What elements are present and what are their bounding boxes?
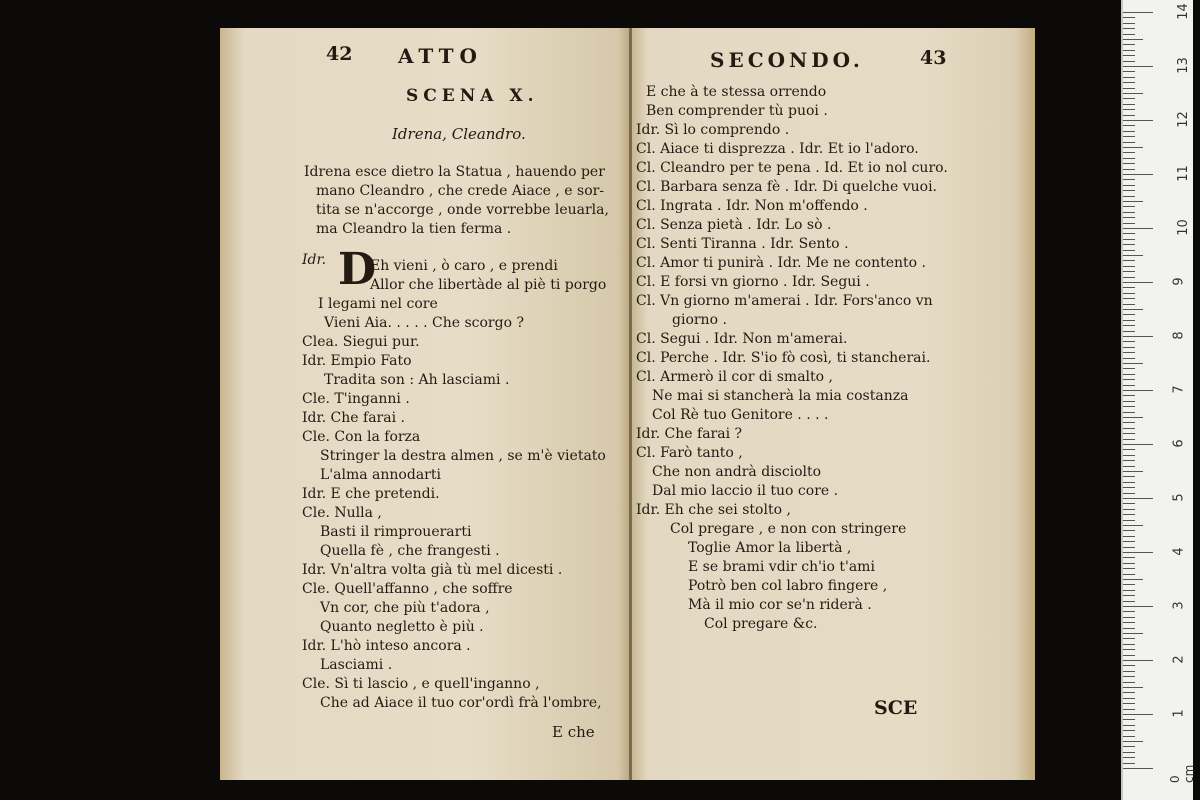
ruler-tick (1123, 239, 1135, 240)
ruler-tick (1123, 228, 1153, 229)
ruler-tick (1123, 665, 1135, 666)
ruler-tick (1123, 417, 1143, 418)
verse-line: Cl. Aiace ti disprezza . Idr. Et io l'adoro. (636, 141, 919, 157)
stage-direction-line: Idrena esce dietro la Statua , hauendo per (304, 164, 605, 180)
verse-line: Che ad Aiace il tuo cor'ordì frà l'ombre, (320, 695, 602, 711)
ruler-tick (1123, 158, 1135, 159)
ruler-tick (1123, 88, 1135, 89)
ruler-tick (1123, 757, 1135, 758)
verse-line: Cle. Con la forza (302, 429, 421, 445)
page-number: 43 (920, 47, 947, 69)
verse-line: Che non andrà disciolto (652, 464, 822, 480)
verse-line: Quanto negletto è più . (320, 619, 484, 635)
ruler-tick (1123, 460, 1135, 461)
ruler-tick (1123, 390, 1153, 391)
ruler-tick (1123, 260, 1135, 261)
ruler-number: 13 (1175, 57, 1191, 74)
ruler-tick (1123, 358, 1135, 359)
ruler-tick (1123, 692, 1135, 693)
ruler-tick (1123, 61, 1135, 62)
ruler-tick (1123, 233, 1135, 234)
verse-line: Quella fè , che frangesti . (320, 543, 500, 559)
ruler-tick (1123, 730, 1135, 731)
ruler-tick (1123, 617, 1135, 618)
ruler-tick (1123, 563, 1135, 564)
ruler-tick (1123, 363, 1143, 364)
ruler-number: 12 (1175, 111, 1191, 128)
running-head: ATTO (398, 44, 483, 68)
ruler-tick (1123, 12, 1153, 13)
ruler-tick (1123, 768, 1153, 769)
ruler-tick (1123, 660, 1153, 661)
verse-line: Idr. Eh che sei stolto , (636, 502, 791, 518)
ruler-tick (1123, 190, 1135, 191)
verse-line: Ne mai si stancherà la mia costanza (652, 388, 909, 404)
ruler-tick (1123, 374, 1135, 375)
ruler-tick (1123, 476, 1135, 477)
stage-direction-line: ma Cleandro la tien ferma . (316, 221, 512, 237)
ruler-tick (1123, 196, 1135, 197)
verse-line: Col pregare &c. (704, 616, 818, 632)
verse-line: Col Rè tuo Genitore . . . . (652, 407, 829, 423)
ruler-tick (1123, 547, 1135, 548)
verse-line: Toglie Amor la libertà , (688, 540, 852, 556)
ruler-tick (1123, 482, 1135, 483)
ruler-tick (1123, 719, 1135, 720)
ruler-tick (1123, 255, 1143, 256)
ruler-tick (1123, 174, 1153, 175)
ruler-tick (1123, 412, 1135, 413)
ruler-tick (1123, 120, 1153, 121)
ruler-tick (1123, 314, 1135, 315)
open-book (220, 28, 1035, 780)
ruler-tick (1123, 746, 1135, 747)
ruler-tick (1123, 601, 1135, 602)
ruler-number: 6 (1171, 439, 1187, 448)
ruler-tick (1123, 368, 1135, 369)
ruler-tick (1123, 557, 1135, 558)
ruler-tick (1123, 66, 1153, 67)
ruler-tick (1123, 82, 1135, 83)
ruler-tick (1123, 109, 1135, 110)
ruler-tick (1123, 50, 1135, 51)
ruler-tick (1123, 347, 1135, 348)
ruler-number: 2 (1171, 655, 1187, 664)
ruler-tick (1123, 714, 1153, 715)
ruler-tick (1123, 104, 1135, 105)
ruler-tick (1123, 223, 1135, 224)
ruler-tick (1123, 17, 1135, 18)
ruler-tick (1123, 682, 1135, 683)
ruler-tick (1123, 687, 1143, 688)
ruler-number: 14 (1175, 3, 1191, 20)
verse-line: Cle. Quell'affanno , che soffre (302, 581, 513, 597)
verse-line: Cle. Sì ti lascio , e quell'inganno , (302, 676, 540, 692)
left-page (220, 28, 630, 780)
verse-line: Idr. Empio Fato (302, 353, 412, 369)
ruler-tick (1123, 352, 1135, 353)
ruler-tick (1123, 125, 1135, 126)
verse-line: Idr. Sì lo comprendo . (636, 122, 790, 138)
ruler-tick (1123, 320, 1135, 321)
ruler-tick (1123, 282, 1153, 283)
verse-line: L'alma annodarti (320, 467, 441, 483)
ruler-tick (1123, 455, 1135, 456)
ruler-tick (1123, 498, 1153, 499)
ruler-tick (1123, 444, 1153, 445)
ruler-tick (1123, 212, 1135, 213)
verse-line: giorno . (672, 312, 727, 328)
opening-line: Eh vieni , ò caro , e prendi (370, 258, 558, 274)
ruler-number: 1 (1171, 709, 1187, 718)
ruler-tick (1123, 277, 1135, 278)
ruler-tick (1123, 244, 1135, 245)
ruler-tick (1123, 309, 1143, 310)
verse-line: I legami nel core (318, 296, 438, 312)
ruler-tick (1123, 23, 1135, 24)
ruler-tick (1123, 503, 1135, 504)
right-page (632, 28, 1035, 780)
verse-line: Cl. Segui . Idr. Non m'amerai. (636, 331, 848, 347)
ruler-tick (1123, 552, 1153, 553)
ruler-tick (1123, 752, 1135, 753)
ruler-tick (1123, 595, 1135, 596)
ruler-tick (1123, 439, 1135, 440)
ruler-tick (1123, 341, 1135, 342)
verse-line: E che à te stessa orrendo (646, 84, 827, 100)
ruler-tick (1123, 514, 1135, 515)
ruler-tick (1123, 71, 1135, 72)
running-head: SECONDO. (710, 48, 864, 72)
ruler-tick (1123, 93, 1143, 94)
verse-line: Idr. E che pretendi. (302, 486, 440, 502)
ruler-tick (1123, 579, 1143, 580)
ruler-tick (1123, 525, 1143, 526)
verse-line: Tradita son : Ah lasciami . (324, 372, 510, 388)
ruler-tick (1123, 304, 1135, 305)
verse-line: Vn cor, che più t'adora , (320, 600, 490, 616)
verse-line: Potrò ben col labro fingere , (688, 578, 888, 594)
verse-line: Cl. Cleandro per te pena . Id. Et io nol curo. (636, 160, 948, 176)
ruler-tick (1123, 185, 1135, 186)
ruler-tick (1123, 325, 1135, 326)
ruler-tick (1123, 206, 1135, 207)
speaker-label: Idr. (302, 252, 327, 268)
ruler-tick (1123, 584, 1135, 585)
verse-line: Cl. Farò tanto , (636, 445, 743, 461)
ruler-tick (1123, 147, 1143, 148)
verse-line: Stringer la destra almen , se m'è vietato (320, 448, 606, 464)
ruler-tick (1123, 131, 1135, 132)
ruler-tick (1123, 163, 1135, 164)
verse-line: Idr. L'hò inteso ancora . (302, 638, 471, 654)
verse-line: Cl. Armerò il cor di smalto , (636, 369, 833, 385)
ruler-tick (1123, 34, 1135, 35)
verse-line: Basti il rimprouerarti (320, 524, 472, 540)
ruler-tick (1123, 98, 1135, 99)
catchword: SCE (874, 697, 918, 719)
verse-line: Clea. Siegui pur. (302, 334, 420, 350)
ruler-tick (1123, 379, 1135, 380)
ruler-tick (1123, 655, 1135, 656)
verse-line: Mà il mio cor se'n riderà . (688, 597, 872, 613)
ruler-tick (1123, 725, 1135, 726)
ruler-tick (1123, 541, 1135, 542)
verse-line: Cl. Senti Tiranna . Idr. Sento . (636, 236, 849, 252)
ruler-tick (1123, 466, 1135, 467)
ruler-tick (1123, 568, 1135, 569)
ruler-tick (1123, 493, 1135, 494)
verse-line: Cl. Vn giorno m'amerai . Idr. Fors'anco vn (636, 293, 933, 309)
verse-line: Cl. E forsi vn giorno . Idr. Segui . (636, 274, 870, 290)
verse-line: Idr. Che farai . (302, 410, 405, 426)
drop-cap: D (338, 244, 377, 295)
ruler-tick (1123, 385, 1135, 386)
ruler-tick (1123, 763, 1135, 764)
ruler-tick (1123, 293, 1135, 294)
opening-line: Allor che libertàde al piè ti porgo (370, 277, 607, 293)
characters: Idrena, Cleandro. (392, 125, 526, 143)
ruler-tick (1123, 77, 1135, 78)
scale-ruler (1121, 0, 1196, 800)
ruler-number: 7 (1171, 385, 1187, 394)
ruler-number: 3 (1171, 601, 1187, 610)
ruler-tick (1123, 644, 1135, 645)
verse-line: Dal mio laccio il tuo core . (652, 483, 839, 499)
ruler-tick (1123, 536, 1135, 537)
ruler-tick (1123, 741, 1143, 742)
verse-line: Col pregare , e non con stringere (670, 521, 907, 537)
ruler-tick (1123, 287, 1135, 288)
ruler-tick (1123, 401, 1135, 402)
verse-line: Cl. Ingrata . Idr. Non m'offendo . (636, 198, 868, 214)
ruler-tick (1123, 736, 1135, 737)
ruler-tick (1123, 606, 1153, 607)
ruler-tick (1123, 649, 1135, 650)
ruler-tick (1123, 169, 1135, 170)
ruler-tick (1123, 590, 1135, 591)
ruler-tick (1123, 250, 1135, 251)
ruler-tick (1123, 449, 1135, 450)
ruler-tick (1123, 509, 1135, 510)
ruler-tick (1123, 28, 1135, 29)
verse-line: Idr. Vn'altra volta già tù mel dicesti . (302, 562, 563, 578)
ruler-tick (1123, 298, 1135, 299)
stage-direction-line: mano Cleandro , che crede Aiace , e sor- (316, 183, 605, 199)
page-number: 42 (326, 43, 353, 65)
verse-line: Ben comprender tù puoi . (646, 103, 828, 119)
ruler-tick (1123, 136, 1135, 137)
ruler-tick (1123, 520, 1135, 521)
verse-line: Cl. Perche . Idr. S'io fò così, ti stancherai. (636, 350, 931, 366)
ruler-number: 5 (1171, 493, 1187, 502)
ruler-tick (1123, 487, 1135, 488)
ruler-tick (1123, 433, 1135, 434)
ruler-tick (1123, 179, 1135, 180)
verse-line: Lasciami . (320, 657, 393, 673)
ruler-tick (1123, 271, 1135, 272)
ruler-tick (1123, 44, 1135, 45)
ruler-tick (1123, 406, 1135, 407)
ruler-tick (1123, 671, 1135, 672)
catchword: E che (552, 723, 595, 741)
ruler-unit-label: 0 cm (1168, 764, 1196, 783)
ruler-tick (1123, 115, 1135, 116)
ruler-number: 4 (1171, 547, 1187, 556)
verse-line: Cle. Nulla , (302, 505, 382, 521)
ruler-tick (1123, 201, 1143, 202)
ruler-tick (1123, 152, 1135, 153)
verse-line: E se brami vdir ch'io t'ami (688, 559, 875, 575)
stage-direction-line: tita se n'accorge , onde vorrebbe leuarla, (316, 202, 609, 218)
verse-line: Idr. Che farai ? (636, 426, 743, 442)
ruler-tick (1123, 611, 1135, 612)
ruler-tick (1123, 471, 1143, 472)
ruler-tick (1123, 395, 1135, 396)
ruler-number: 8 (1171, 331, 1187, 340)
ruler-tick (1123, 142, 1135, 143)
ruler-tick (1123, 428, 1135, 429)
ruler-tick (1123, 574, 1135, 575)
ruler-tick (1123, 633, 1143, 634)
ruler-tick (1123, 530, 1135, 531)
ruler-tick (1123, 331, 1135, 332)
ruler-tick (1123, 638, 1135, 639)
ruler-tick (1123, 622, 1135, 623)
verse-line: Cl. Amor ti punirà . Idr. Me ne contento . (636, 255, 927, 271)
ruler-tick (1123, 336, 1153, 337)
ruler-tick (1123, 709, 1135, 710)
verse-line: Vieni Aia. . . . . Che scorgo ? (324, 315, 524, 331)
ruler-tick (1123, 39, 1143, 40)
ruler-tick (1123, 55, 1135, 56)
verse-line: Cl. Barbara senza fè . Idr. Di quelche vuoi. (636, 179, 938, 195)
ruler-tick (1123, 217, 1135, 218)
verse-line: Cl. Senza pietà . Idr. Lo sò . (636, 217, 832, 233)
ruler-number: 10 (1175, 219, 1191, 236)
ruler-tick (1123, 703, 1135, 704)
verse-line: Cle. T'inganni . (302, 391, 410, 407)
ruler-number: 11 (1175, 165, 1191, 182)
ruler-tick (1123, 266, 1135, 267)
ruler-tick (1123, 698, 1135, 699)
ruler-tick (1123, 628, 1135, 629)
ruler-number: 9 (1171, 277, 1187, 286)
ruler-tick (1123, 422, 1135, 423)
ruler-tick (1123, 676, 1135, 677)
scene-title: SCENA X. (406, 86, 539, 106)
